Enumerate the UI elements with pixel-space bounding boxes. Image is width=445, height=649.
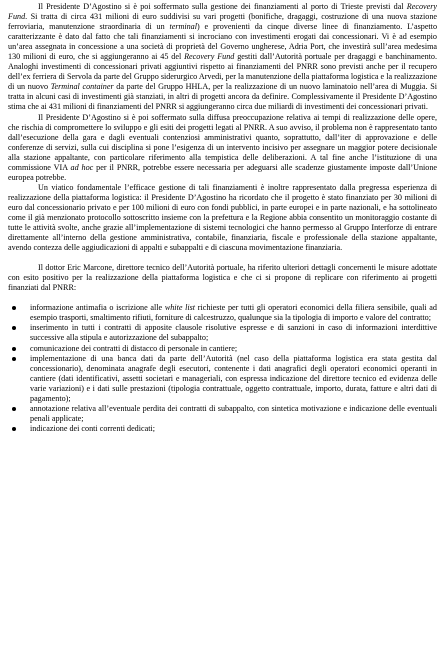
list-item: comunicazione dei contratti di distacco di personale in cantiere;	[8, 344, 437, 354]
paragraph-tempi-realizzazione: Il Presidente D’Agostino si è poi soffermato sulla diffusa preoccupazione relativa ai tempi di realizzazione delle opere, che rischia di compromettere lo sviluppo e gli esiti dei progetti legati al PNRR. A suo avviso, il problema non è rappresentato tanto dall’esecuzione della gara e dagli eventuali contenziosi amministrativi quanto, soprattutto, dall’iter di approvazione e delle conferenze di servizi, sulla cui disciplina si pone l’esigenza di un intervento incisivo per assegnare un maggior potere decisionale alla stazione appaltante, con particolare riferimento alla tempistica delle deliberazioni. A tal fine anche l’istituzione di una commissione VIA ad hoc per il PNRR, potrebbe essere necessaria per adeguarsi alle scadenze giustamente imposte dall’Unione europea potrebbe.	[8, 112, 437, 182]
paragraph-recovery-fund: Il Presidente D’Agostino si è poi soffermato sulla gestione dei finanziamenti al porto di Trieste previsti dal Recovery Fund. Si tratta di circa 431 milioni di euro suddivisi su vari progetti (bonifiche, dragaggi, costruzione di una nuova stazione ferroviaria, manutenzione straordinaria di un terminal) e provenienti da cinque diverse linee di finanziamento. L’aspetto caratterizzante è dato dal fatto che tali finanziamenti si incrociano con investimenti erogati dai concessionari. Vi è ad esempio un’area assegnata in concessione a una società di proprietà del Governo ungherese, Adria Port, che investirà sull’area medesima 130 milioni di euro, che si aggiungeranno ai 45 del Recovery Fund gestiti dall’Autorità portuale per dragaggi e banchinamento. Analoghi investimenti di concessionari privati aggiuntivi rispetto ai finanziamenti del PNRR sono previsti anche per il recupero dell’ex ferriera di Servola da parte del Gruppo siderurgico Arvedi, per la manutenzione della piattaforma logistica e la realizzazione di un nuovo Terminal container da parte del Gruppo HHLA, per la realizzazione di un nuovo laminatoio nell’area di Muggia. Si tratta in alcuni casi di investimenti già stanziati, in altri di progetti ancora da definire. Complessivamente il Presidente D’Agostino stima che ai 431 milioni di finanziamenti del PNRR si aggiungeranno circa due miliardi di investimenti dei concessionari privati.	[8, 2, 438, 112]
list-item: informazione antimafia o iscrizione alle white list richieste per tutti gli operatori economici della filiera sensibile, quali ad esempio trasporti, smaltimento rifiuti, forniture di calcestruzzo, qualunque sia la tipologia di importo e valore del contratto;	[8, 303, 437, 323]
list-item: annotazione relativa all’eventuale perdita dei contratti di subappalto, con sintetica motivazione e indicazione delle eventuali penali applicate;	[8, 404, 437, 424]
list-item: implementazione di una banca dati da parte dell’Autorità (nel caso della piattaforma logistica era stata gestita dal concessionario), denominata anagrafe degli esecutori, contenente i dati anagrafici degli operatori economici operanti in cantiere (dati identificativi, assetti societari e manageriali, con espressa indicazione del direttore tecnico ed evidenza delle varie variazioni) e i dati sulle prestazioni (tipologia contrattuale, oggetto contrattuale, importo, durata, fatture e altri dati di pagamento);	[8, 354, 437, 404]
list-item: inserimento in tutti i contratti di apposite clausole risolutive espresse e di sanzioni in caso di informazioni interdittive successive alla stipula e autorizzazione del subappalto;	[8, 323, 437, 343]
paragraph-gap	[8, 293, 437, 303]
measures-list	[8, 303, 437, 434]
paragraph-gap	[8, 253, 437, 263]
list-item: indicazione dei conti correnti dedicati;	[8, 424, 437, 434]
paragraph-marcone: Il dottor Eric Marcone, direttore tecnico dell’Autorità portuale, ha riferito ulteriori dettagli concernenti le misure adottate con esito positivo per la realizzazione della piattaforma logistica e che ci si propone di replicare con riferimento ai progetti finanziati dal PNRR:	[8, 263, 437, 293]
paragraph-piattaforma-logistica: Un viatico fondamentale l’efficace gestione di tali finanziamenti è inoltre rappresentato dalla pregressa esperienza di realizzazione della piattaforma logistica: il Presidente D’Agostino ha ricordato che il progetto è stato finanziato per 30 milioni di euro dal concessionario privato e per 100 milioni di euro con fondi pubblici, in parte europei e in parte nazionali, e ha sottolineato come il già menzionato protocollo sottoscritto insieme con la prefettura e la Regione abbia consentito un monitoraggio costante di tutte le attività svolte, anche grazie all’implementazione di sistemi tecnologici che hanno permesso al Gruppo Interforze di entrare direttamente all’interno della gestione amministrativa, contabile, finanziaria, fiscale e professionale della stazione appaltante, avendo contezza delle aggiudicazioni di appalti e subappalti e di ciascuna movimentazione finanziaria.	[8, 182, 437, 253]
